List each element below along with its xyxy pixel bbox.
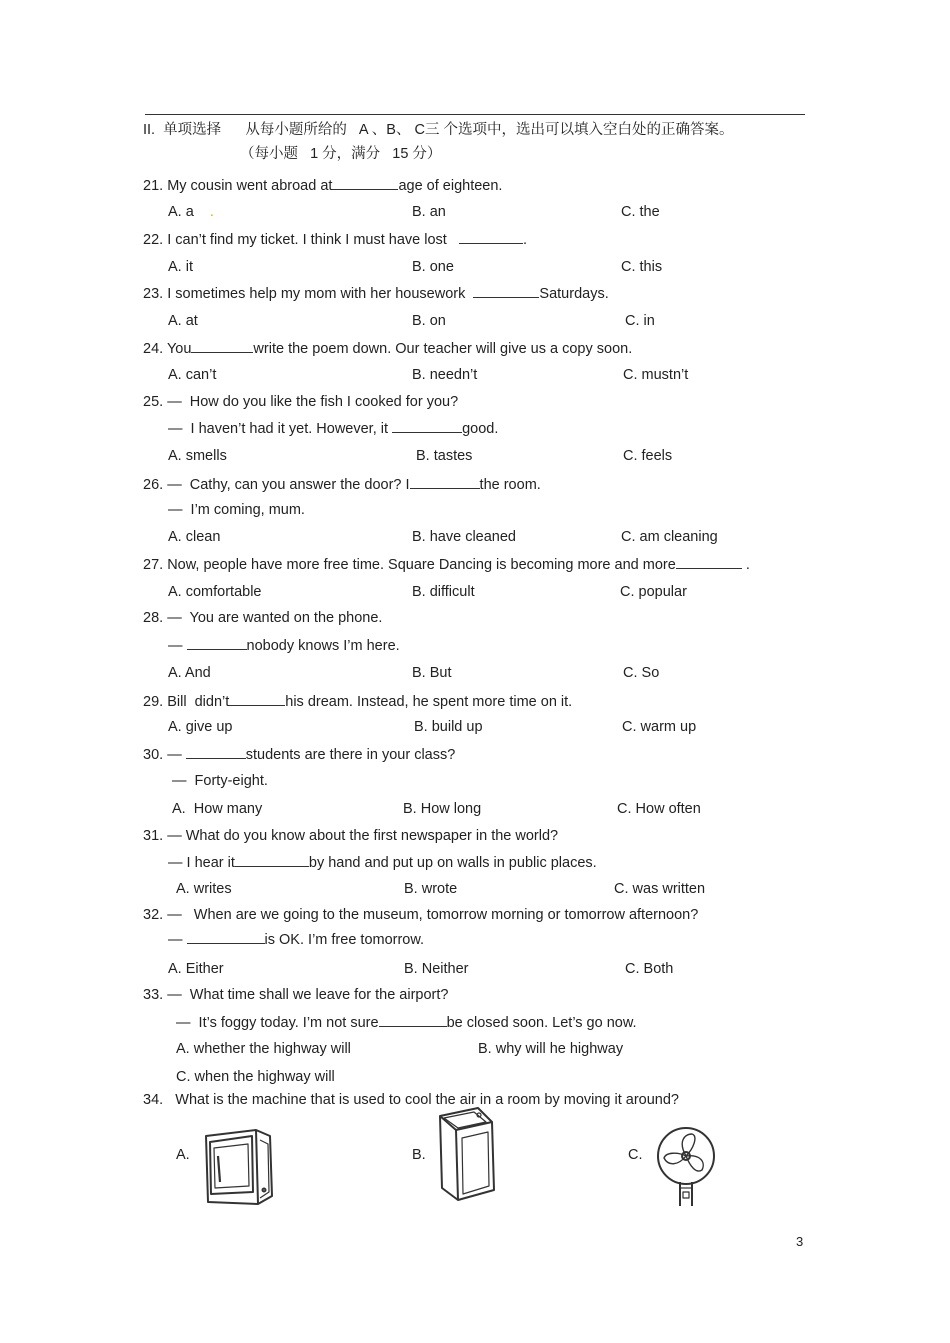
option-b: B. needn’t (412, 367, 478, 383)
option-a: A. clean (168, 529, 221, 545)
option-b: B. have cleaned (412, 529, 516, 545)
question-25 (143, 393, 458, 411)
question-number: 22. (143, 232, 164, 248)
question-reply: — Forty-eight. (172, 773, 268, 789)
option-c: C. in (625, 313, 655, 329)
option-b: B. why will he highway (478, 1041, 624, 1057)
option-c: C. was written (614, 881, 706, 897)
option-c: C. Both (625, 961, 674, 977)
question-stem-end: . (745, 557, 750, 573)
section-header: II. 单项选择 从每小题所给的 A 、B、 C三 个选项中，选出可以填入空白处的正确答案。 (143, 122, 734, 138)
question-24 (143, 339, 632, 358)
option-c: C. am cleaning (621, 529, 718, 545)
question-reply (168, 419, 498, 438)
option-a: A. at (168, 313, 198, 329)
question-reply: — I’m coming, mum. (168, 502, 305, 518)
option-a (168, 203, 214, 221)
answer-blank (186, 745, 246, 759)
reply-text-end: good. (462, 421, 499, 437)
question-29 (143, 692, 572, 711)
reply-text: — I haven’t had it yet. However, it (168, 421, 389, 437)
question-31 (143, 827, 558, 845)
question-number: 23. (143, 286, 164, 302)
option-a: A. it (168, 259, 193, 275)
header-rule (145, 114, 805, 115)
option-c: C. feels (623, 448, 673, 464)
question-number: 24. (143, 341, 164, 357)
tv-icon (200, 1126, 276, 1208)
question-reply (168, 636, 400, 655)
question-number: 21. (143, 178, 164, 194)
option-a-label: A. a (168, 204, 194, 220)
question-27 (143, 555, 750, 574)
option-a: A. comfortable (168, 584, 262, 600)
answer-blank (191, 339, 253, 353)
option-b: B. one (412, 259, 454, 275)
reply-text: — (168, 932, 183, 948)
question-stem-end: write the poem down. Our teacher will give us a copy soon. (253, 341, 633, 357)
question-stem-end: age of eighteen. (398, 178, 503, 194)
question-34 (143, 1091, 679, 1109)
option-c: C. warm up (622, 719, 697, 735)
reply-text-end: is OK. I’m free tomorrow. (264, 932, 425, 948)
option-b: B. (412, 1147, 426, 1163)
question-number: 29. (143, 694, 164, 710)
question-stem: Now, people have more free time. Square Dancing is becoming more and more (167, 557, 676, 573)
question-stem-end: students are there in your class? (245, 747, 456, 763)
question-stem: I sometimes help my mom with her housework (167, 286, 466, 302)
question-reply (176, 1013, 637, 1032)
section-header-scoring: （每小题 1 分，满分 15 分） (240, 146, 442, 162)
option-c: C. popular (620, 584, 687, 600)
question-stem-end: the room. (479, 477, 541, 493)
option-b: B. difficult (412, 584, 475, 600)
question-stem: I can’t find my ticket. I think I must have lost (167, 232, 447, 248)
question-26 (143, 475, 541, 494)
option-a: A. Either (168, 961, 224, 977)
option-a: A. can’t (168, 367, 217, 383)
option-b: B. Neither (404, 961, 469, 977)
question-stem: — You are wanted on the phone. (167, 610, 383, 626)
question-number: 30. (143, 747, 164, 763)
answer-blank (473, 284, 539, 298)
option-b: B. an (412, 204, 446, 220)
question-number: 34. (143, 1092, 164, 1108)
question-number: 27. (143, 557, 164, 573)
question-stem: What is the machine that is used to cool the air in a room by moving it around? (175, 1092, 679, 1108)
question-reply (168, 853, 597, 872)
answer-blank (332, 176, 398, 190)
question-stem: You (166, 341, 192, 357)
question-stem: My cousin went abroad at (167, 178, 333, 194)
option-a: A. give up (168, 719, 233, 735)
option-c: C. mustn’t (623, 367, 689, 383)
option-b: B. tastes (416, 448, 473, 464)
question-stem: — What time shall we leave for the airport? (167, 987, 449, 1003)
option-c: C. So (623, 665, 660, 681)
option-c: C. this (621, 259, 663, 275)
question-number: 26. (143, 477, 164, 493)
answer-blank (459, 230, 523, 244)
question-stem: — Cathy, can you answer the door? I (167, 477, 410, 493)
reply-text: — It’s foggy today. I’m not sure (176, 1015, 379, 1031)
option-c: C. the (621, 204, 660, 220)
reply-text: — I hear it (168, 855, 235, 871)
question-number: 25. (143, 394, 164, 410)
washing-machine-icon (434, 1106, 498, 1202)
answer-blank (410, 475, 480, 489)
option-a: A. whether the highway will (176, 1041, 351, 1057)
answer-blank (187, 636, 247, 650)
option-a: A. writes (176, 881, 232, 897)
fan-icon (650, 1124, 720, 1208)
option-a: A. smells (168, 448, 227, 464)
option-c: C. How often (617, 801, 701, 817)
question-number: 31. (143, 828, 164, 844)
option-a: A. And (168, 665, 211, 681)
stray-mark: . (197, 204, 214, 220)
answer-blank (676, 555, 742, 569)
question-reply (168, 930, 424, 949)
option-c: C. when the highway will (176, 1069, 335, 1085)
question-23 (143, 284, 609, 303)
question-stem-end: his dream. Instead, he spent more time on it. (285, 694, 573, 710)
question-28 (143, 609, 382, 627)
reply-text-end: by hand and put up on walls in public places. (308, 855, 597, 871)
answer-blank (235, 853, 309, 867)
answer-blank (392, 419, 462, 433)
reply-text: — (168, 638, 183, 654)
reply-text-end: nobody knows I’m here. (246, 638, 400, 654)
option-b: B. build up (414, 719, 483, 735)
question-number: 28. (143, 610, 164, 626)
reply-text-end: be closed soon. Let’s go now. (446, 1015, 637, 1031)
question-21 (143, 176, 502, 195)
option-b: B. But (412, 665, 452, 681)
question-33 (143, 986, 448, 1004)
question-stem: — How do you like the fish I cooked for you? (167, 394, 459, 410)
option-a: A. How many (172, 801, 263, 817)
answer-blank (187, 930, 265, 944)
question-22 (143, 230, 527, 249)
option-b: B. How long (403, 801, 482, 817)
question-stem: — What do you know about the first newspaper in the world? (167, 828, 559, 844)
question-number: 32. (143, 907, 164, 923)
answer-blank (229, 692, 285, 706)
question-stem: Bill didn’t (167, 694, 230, 710)
question-stem: — When are we going to the museum, tomorrow morning or tomorrow afternoon? (167, 907, 699, 923)
question-stem-end: . (522, 232, 527, 248)
question-stem: — (167, 747, 182, 763)
page-number: 3 (796, 1234, 804, 1249)
option-b: B. wrote (404, 881, 458, 897)
question-30 (143, 745, 455, 764)
question-stem-end: Saturdays. (539, 286, 609, 302)
option-c: C. (628, 1147, 643, 1163)
question-number: 33. (143, 987, 164, 1003)
option-b: B. on (412, 313, 446, 329)
option-a: A. (176, 1147, 190, 1163)
question-32 (143, 906, 698, 924)
answer-blank (379, 1013, 447, 1027)
